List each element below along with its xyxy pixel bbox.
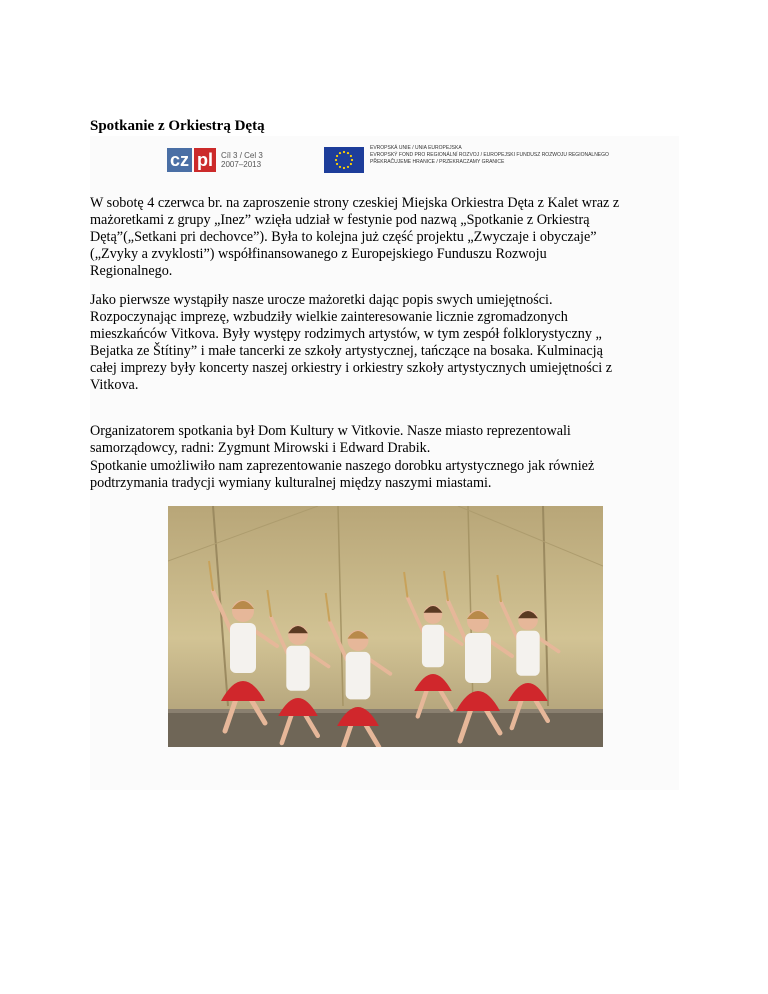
dancer-top <box>516 631 539 676</box>
eu-star <box>347 152 349 154</box>
page-title: Spotkanie z Orkiestrą Dętą <box>90 118 265 134</box>
paragraph-line: mażoretkami z grupy „Inez” wzięła udział w festynie pod nazwą „Spotkanie z Orkiestrą <box>90 212 590 228</box>
czpl-cz-mark: cz <box>167 148 192 172</box>
paragraph-line: Rozpoczynając imprezę, wzbudziły wielkie zainteresowanie licznie zgromadzonych <box>90 309 568 325</box>
paragraph-line: („Zvyky a zvyklosti”) współfinansowanego z Europejskiego Funduszu Rozwoju <box>90 246 547 262</box>
eu-star <box>336 163 338 165</box>
paragraph-2 <box>90 292 680 394</box>
paragraph-line: Bejatka ze Štítiny” i małe tancerki ze szkoły artystycznej, tańczące na bosaka. Kulminacją <box>90 343 603 359</box>
eu-caption-line-3: PŘEKRAČUJEME HRANICE / PRZEKRACZAMY GRANICE <box>370 159 505 165</box>
paragraph-line: Jako pierwsze wystąpiły nasze urocze mażoretki dając popis swych umiejętności. <box>90 292 553 308</box>
paragraph-3 <box>90 423 680 457</box>
paragraph-line: Organizatorem spotkania był Dom Kultury w Vitkovie. Nasze miasto reprezentowali <box>90 423 571 439</box>
dancers-photo-illustration <box>168 506 603 747</box>
paragraph-line: W sobotę 4 czerwca br. na zaproszenie strony czeskiej Miejska Orkiestra Dęta z Kalet wraz z <box>90 195 620 211</box>
czpl-caption-line-2: 2007–2013 <box>221 160 262 169</box>
dancer-top <box>465 633 491 683</box>
paragraph-4 <box>90 458 680 492</box>
paragraph-line: Dętą”(„Setkani pri dechovce”). Była to kolejna już część projektu „Zwyczaje i obyczaje” <box>90 229 597 245</box>
czpl-caption <box>221 151 281 169</box>
eu-star <box>347 166 349 168</box>
eu-caption-line-1: EVROPSKÁ UNIE / UNIA EUROPEJSKA <box>370 145 462 151</box>
paragraph-1 <box>90 195 680 280</box>
dancer-top <box>422 625 444 668</box>
czpl-logo <box>167 143 281 177</box>
eu-star <box>350 155 352 157</box>
paragraph-line: samorządowcy, radni: Zygmunt Mirowski i Edward Drabik. <box>90 440 431 456</box>
paragraph-line: Regionalnego. <box>90 263 173 279</box>
eu-caption <box>370 145 610 166</box>
eu-star <box>339 166 341 168</box>
eu-star <box>351 159 353 161</box>
eu-flag-icon <box>324 147 364 173</box>
paragraph-line: podtrzymania tradycji wymiany kulturalnej między naszymi miastami. <box>90 475 492 491</box>
eu-star <box>336 155 338 157</box>
dancer-top <box>286 646 309 691</box>
eu-star <box>343 167 345 169</box>
logo-banner <box>167 143 607 177</box>
paragraph-line: Spotkanie umożliwiło nam zaprezentowanie naszego dorobku artystycznego jak również <box>90 458 595 474</box>
eu-star <box>335 159 337 161</box>
czpl-pl-mark: pl <box>194 148 216 172</box>
paragraph-line: całej imprezy były koncerty naszej orkiestry i orkiestry szkoły artystycznych umiejętności z <box>90 360 613 376</box>
dancer-top <box>230 623 256 673</box>
eu-star <box>350 163 352 165</box>
paragraph-line: Vitkova. <box>90 377 139 393</box>
czpl-caption-line-1: Cíl 3 / Cel 3 <box>221 151 263 160</box>
eu-caption-line-2: EVROPSKÝ FOND PRO REGIONÁLNÍ ROZVOJ / EUROPEJSKI FUNDUSZ ROZWOJU REGIONALNEGO <box>370 152 609 158</box>
dancers-photo <box>168 506 603 747</box>
eu-star <box>343 151 345 153</box>
paragraph-line: mieszkańców Vitkova. Były występy rodzimych artystów, w tym zespół folklorystyczny „ <box>90 326 602 342</box>
dancer-top <box>346 652 371 700</box>
eu-star <box>339 152 341 154</box>
